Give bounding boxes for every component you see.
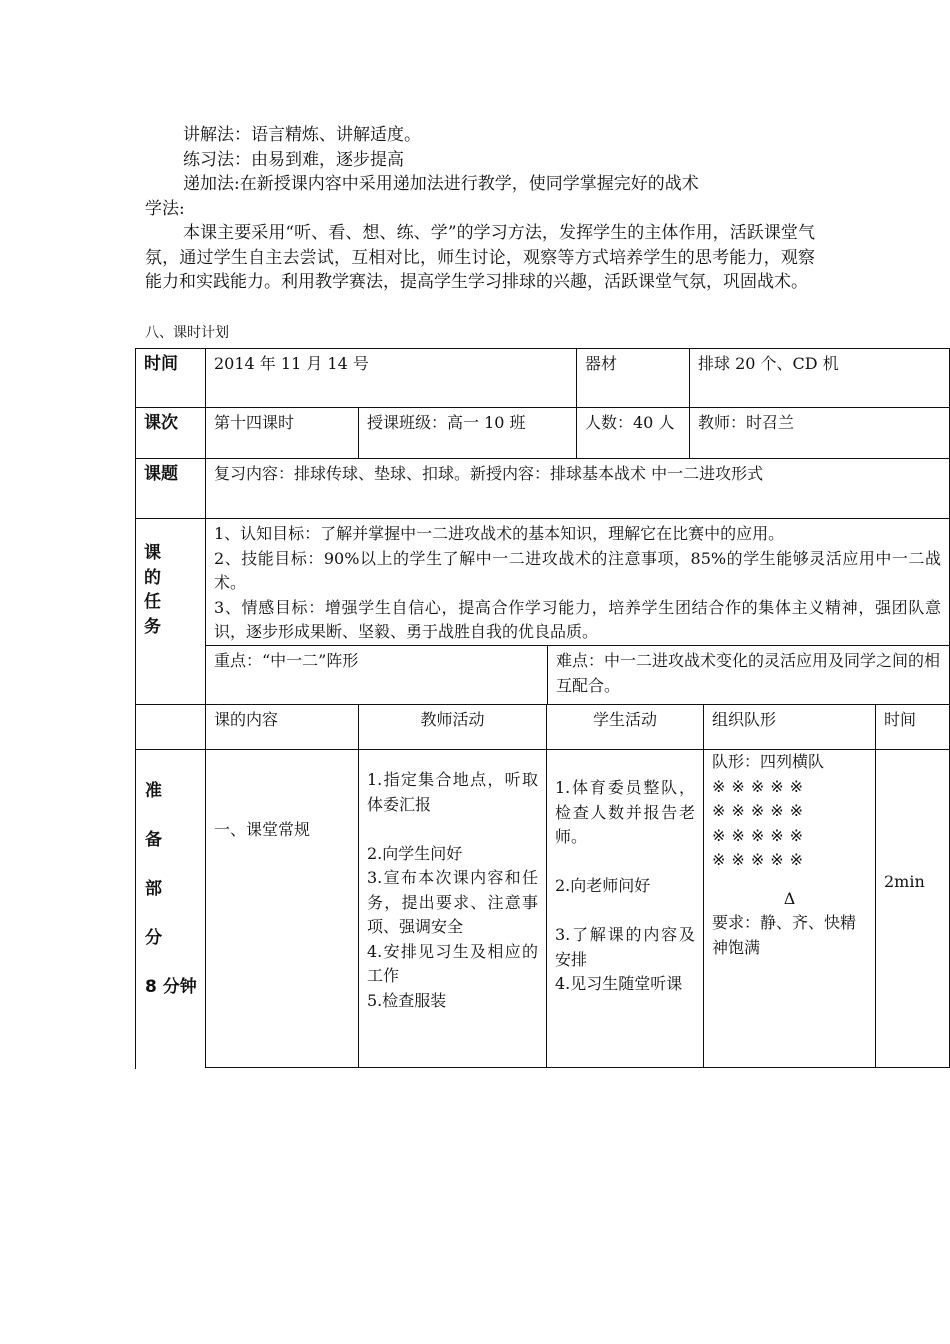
lesson-value: 第十四课时 — [205, 407, 359, 459]
equipment-label: 器材 — [576, 348, 690, 408]
key-point: 重点：“中一二”阵形 — [205, 645, 548, 705]
header-time: 时间 — [875, 704, 950, 750]
topic-value: 复习内容：排球传球、垫球、扣球。新授内容：排球基本战术 中一二进攻形式 — [205, 458, 950, 519]
formation-row: ※※※※※ — [712, 850, 810, 869]
equipment-value: 排球 20 个、CD 机 — [689, 348, 950, 408]
teacher-position-mark: Δ — [783, 888, 796, 908]
prep-label-char: 分 — [145, 928, 162, 948]
time-label: 时间 — [135, 348, 206, 408]
student-activity: 4.见习生随堂听课 — [555, 974, 683, 993]
prep-label — [145, 767, 205, 1012]
teacher-activity: 2.向学生问好 — [367, 843, 463, 863]
teacher-activity: 1.指定集合地点，听取体委汇报 — [367, 770, 538, 814]
student-activity: 1.体育委员整队，检查人数并报告老师。 — [555, 778, 695, 846]
task-label-char: 的 — [144, 567, 161, 588]
time-value: 2014 年 11 月 14 号 — [205, 348, 577, 408]
prep-label-char: 备 — [145, 830, 162, 850]
prep-student-activities — [546, 749, 704, 1068]
task-objectives — [205, 518, 950, 646]
section-title: 八、课时计划 — [145, 325, 229, 341]
formation-title: 队形：四列横队 — [712, 752, 825, 771]
prep-label-duration: 8 分钟 — [145, 977, 197, 997]
class-value: 授课班级：高一 10 班 — [358, 407, 577, 459]
formation-row: ※※※※※ — [712, 825, 810, 845]
header-blank — [135, 704, 206, 750]
task-skill: 2、技能目标：90%以上的学生了解中一二进攻战术的注意事项，85%的学生能够灵活应用中一二战术。 — [214, 548, 941, 592]
formation-row: ※※※※※ — [712, 801, 810, 820]
task-cognitive: 1、认知目标：了解并掌握中一二进攻战术的基本知识，理解它在比赛中的应用。 — [214, 524, 785, 543]
student-activity: 3.了解课的内容及安排 — [555, 925, 695, 969]
topic-label: 课题 — [135, 458, 206, 519]
header-student: 学生活动 — [546, 704, 704, 750]
method-practice: 练习法：由易到难，逐步提高 — [183, 149, 404, 170]
task-label-char: 课 — [144, 543, 161, 563]
teacher-activity: 4.安排见习生及相应的工作 — [367, 941, 538, 985]
difficulty: 难点：中一二进攻战术变化的灵活应用及同学之间的相互配合。 — [547, 645, 950, 705]
task-label-char: 任 — [144, 592, 161, 612]
teaching-methods — [145, 123, 815, 295]
prep-label-char: 准 — [145, 781, 162, 801]
task-label — [135, 518, 206, 705]
task-emotional: 3、情感目标：增强学生自信心，提高合作学习能力，培养学生团结合作的集体主义精神，强团队意识，逐步形成果断、坚毅、勇于战胜自我的优良品质。 — [214, 597, 941, 641]
header-content: 课的内容 — [205, 704, 359, 750]
lesson-label: 课次 — [135, 407, 206, 459]
learning-text: 本课主要采用“听、看、想、练、学”的学习方法，发挥学生的主体作用，活跃课堂气氛，通过学生自主去尝试，互相对比，师生讨论，观察等方式培养学生的思考能力，观察能力和实践能力。利用教学赛法，提高学生学习排球的兴趣，活跃课堂气氛，巩固战术。 — [145, 223, 815, 292]
prep-teacher-activities — [358, 749, 547, 1068]
method-progressive: 递加法:在新授课内容中采用递加法进行教学，使同学掌握完好的战术 — [183, 174, 699, 194]
formation-row: ※※※※※ — [712, 776, 810, 796]
header-teacher: 教师活动 — [358, 704, 547, 750]
header-formation: 组织队形 — [703, 704, 876, 750]
prep-formation — [703, 749, 876, 1068]
task-label-char: 务 — [144, 616, 161, 637]
teacher-name: 教师：时召兰 — [689, 407, 950, 459]
prep-label-char: 部 — [145, 879, 162, 899]
formation-requirement: 要求：静、齐、快精神饱满 — [712, 913, 857, 957]
teacher-activity: 5.检查服装 — [367, 990, 447, 1010]
student-activity: 2.向老师问好 — [555, 876, 651, 895]
student-count: 人数：40 人 — [576, 407, 690, 459]
prep-content: 一、课堂常规 — [205, 749, 359, 1068]
left-border — [135, 749, 136, 1069]
teacher-activity: 3.宣布本次课内容和任务，提出要求、注意事项、强调安全 — [367, 868, 538, 936]
learning-label: 学法: — [145, 198, 185, 219]
method-explain: 讲解法：语言精炼、讲解适度。 — [183, 125, 421, 145]
prep-time: 2min — [875, 749, 950, 1068]
